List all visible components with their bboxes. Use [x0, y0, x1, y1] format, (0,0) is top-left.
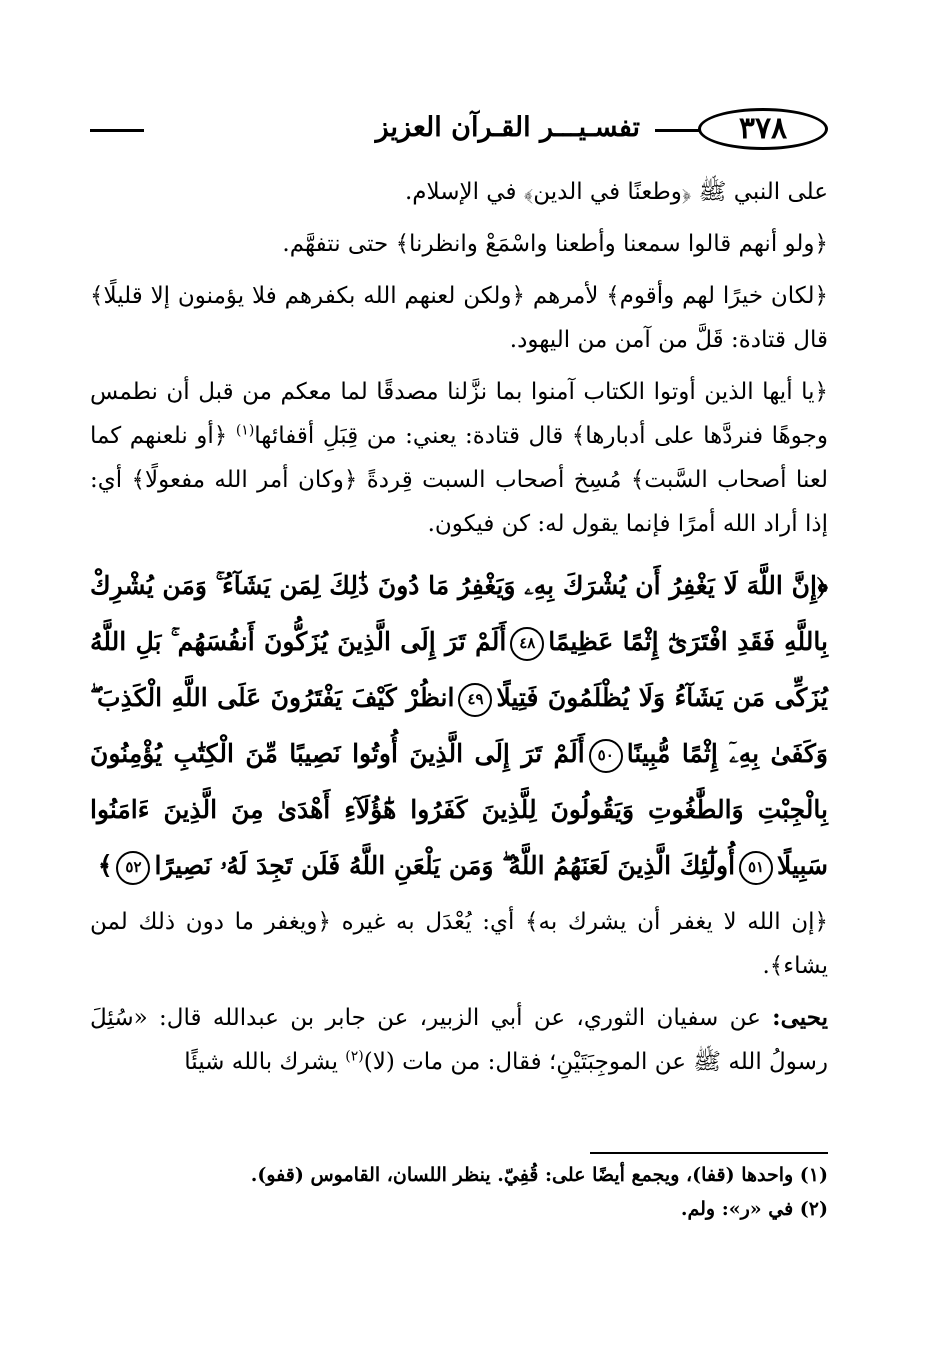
book-title: تفسـيـــر القـرآن العزيز [375, 112, 640, 143]
verse-text: أَلَمْ تَرَ إِلَى الَّذِينَ أُوتُوا نَصِيبًا مِّنَ الْكِتَٰبِ يُؤْمِنُونَ بِالْجِبْتِ وَالطَّٰغُوتِ وَيَقُولُونَ لِلَّذِينَ كَفَرُوا هَٰٓؤُلَآءِ أَهْدَىٰ مِنَ الَّذِينَ ءَامَنُوا سَبِيلًا [90, 739, 828, 880]
verse-text: أُولَٰٓئِكَ الَّذِينَ لَعَنَهُمُ اللَّهُ ۖ وَمَن يَلْعَنِ اللَّهُ فَلَن تَجِدَ لَهُۥ نَصِيرًا [154, 851, 736, 880]
footnotes [90, 1158, 828, 1226]
footnote-separator [590, 1152, 828, 1154]
page-number-frame [698, 108, 828, 150]
verse-text: انظُرْ كَيْفَ يَفْتَرُونَ عَلَى اللَّهِ الْكَذِبَ ۖ وَكَفَىٰ بِهِۦٓ إِثْمًا مُّبِينًا [90, 683, 828, 768]
header-rule-left [90, 129, 144, 132]
commentary: ﴿إن الله لا يغفر أن يشرك به﴾ أي: يُعْدَل به غيره ﴿ويغفر ما دون ذلك لمن يشاء﴾. [90, 909, 828, 979]
paragraph: ﴿ولو أنهم قالوا سمعنا وأطعنا واسْمَعْ وانظرنا﴾ حتى نتفهَّم. [282, 231, 828, 257]
page-header [90, 108, 828, 156]
ayah-number-marker: ٤٨ [510, 627, 544, 661]
footnote: (١) واحدها (قفا)، ويجمع أيضًا على: قُفِيّ. ينظر اللسان، القاموس (قفو). [250, 1164, 828, 1186]
footnote-ref: (١) [235, 422, 255, 439]
paragraph: ﴿لكان خيرًا لهم وأقوم﴾ لأمرهم ﴿ولكن لعنهم الله بكفرهم فلا يؤمنون إلا قليلًا﴾ قال قتادة: قَلَّ من آمن من اليهود. [90, 283, 828, 353]
narrator: يحيى: [772, 1004, 828, 1031]
quran-verses [90, 558, 828, 894]
paragraph [90, 370, 828, 546]
footnote-ref: (٢) [345, 1048, 364, 1065]
ayah-number-marker: ٥١ [739, 851, 773, 885]
narration-text: عن سفيان الثوري، عن أبي الزبير، عن جابر بن عبدالله قال: «سُئِلَ رسولُ الله ﷺ عن الموجِبَتَيْنِ؛ فقال: من مات (لا) [90, 1005, 828, 1075]
header-rule-right [655, 129, 700, 132]
footnote: (٢) في «ر»: ولم. [680, 1198, 828, 1220]
narration [90, 996, 828, 1084]
ayah-number-marker: ٥٢ [116, 851, 150, 885]
paragraph: على النبي ﷺ ﴿وطعنًا في الدين﴾ في الإسلام. [404, 179, 828, 205]
verse-text: أَلَمْ تَرَ إِلَى الَّذِينَ يُزَكُّونَ أَنفُسَهُم ۚ بَلِ اللَّهُ يُزَكِّى مَن يَشَآءُ وَلَا يُظْلَمُونَ فَتِيلًا [90, 627, 828, 712]
ayah-number-marker: ٥٠ [589, 739, 623, 773]
verse-close-bracket: ﴾ [97, 851, 113, 880]
main-text [90, 170, 828, 1084]
page-number: ٣٧٨ [738, 111, 788, 146]
paragraph-text: ﴿أو نلعنهم كما لعنا أصحاب السَّبت﴾ مُسِخ أصحاب السبت قِردةً ﴿وكان أمر الله مفعولًا﴾ أي: إذا أراد الله أمرًا فإنما يقول له: كن فيكون. [90, 423, 828, 537]
narration-text: يشرك بالله شيئًا [184, 1049, 346, 1075]
ayah-number-marker: ٤٩ [458, 683, 492, 717]
paragraph-text: ﴿يا أيها الذين أوتوا الكتاب آمنوا بما نزَّلنا مصدقًا لما معكم من قبل أن نطمس وجوهًا فنردَّها على أدبارها﴾ قال قتادة: يعني: من قِبَلِ أقفائها [90, 379, 828, 449]
verse-text: ﴿إِنَّ اللَّهَ لَا يَغْفِرُ أَن يُشْرَكَ بِهِۦ وَيَغْفِرُ مَا دُونَ ذَٰلِكَ لِمَن يَشَآءُ ۚ وَمَن يُشْرِكْ بِاللَّهِ فَقَدِ افْتَرَىٰٓ إِثْمًا عَظِيمًا [90, 571, 828, 656]
